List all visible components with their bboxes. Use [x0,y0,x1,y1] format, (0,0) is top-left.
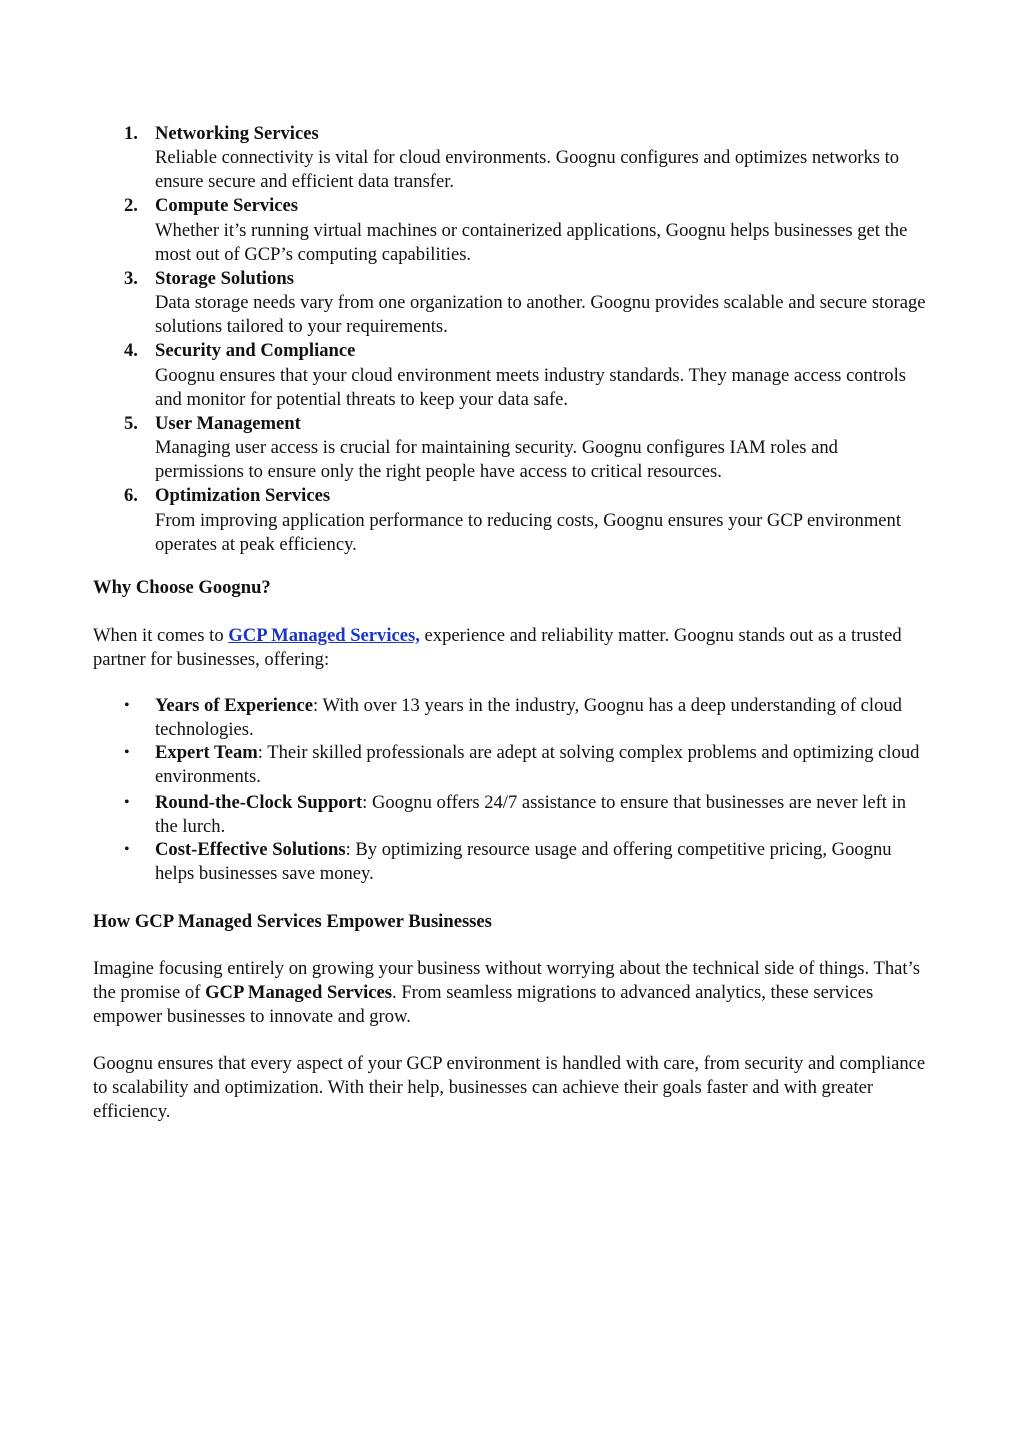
list-number: 5. [124,413,138,434]
service-description: Reliable connectivity is vital for cloud environments. Goognu configures and optimizes networks to ensure secure and efficient data transfer. [155,147,900,192]
list-number: 3. [124,268,138,289]
list-item [0,339,930,412]
empower-p1-bold: GCP Managed Services [205,982,393,1003]
service-title: Compute Services [155,195,299,216]
why-intro-after: experience and reliability matter. Goognu stands out as a trusted partner for businesses, offering: [93,625,902,670]
list-item [0,267,930,339]
benefit-text: : Their skilled professionals are adept at solving complex problems and optimizing cloud environments. [155,742,920,787]
why-heading: Why Choose Goognu? [93,577,271,598]
service-title: Optimization Services [155,485,331,506]
empower-paragraph-2: Goognu ensures that every aspect of your GCP environment is handled with care, from security and compliance to scalability and optimization. With their help, businesses can achieve their goals faster and with greater efficiency. [93,1053,926,1122]
list-number: 6. [124,485,138,506]
list-number: 2. [124,195,138,216]
why-intro-before: When it comes to [93,625,229,646]
service-title: Security and Compliance [155,340,356,361]
benefit-label: Expert Team [155,742,258,763]
benefit-text: : With over 13 years in the industry, Goognu has a deep understanding of cloud technologies. [155,695,902,740]
service-description: Managing user access is crucial for maintaining security. Goognu configures IAM roles and permissions to ensure only the right people have access to critical resources. [155,437,838,482]
bullet-icon: • [124,794,130,811]
benefit-label: Round-the-Clock Support [155,792,363,813]
list-item [0,741,920,789]
why-intro [93,624,933,672]
bullet-icon: • [124,744,130,761]
list-item [0,412,930,484]
benefits-list [0,694,1024,886]
benefit-label: Cost-Effective Solutions [155,839,346,860]
service-title: Storage Solutions [155,268,294,289]
benefit-text: : By optimizing resource usage and offering competitive pricing, Goognu helps businesses save money. [155,839,892,884]
empower-p1-after: . From seamless migrations to advanced analytics, these services empower businesses to innovate and grow. [93,982,874,1027]
list-item [0,838,920,886]
list-number: 1. [124,123,138,144]
service-description: Goognu ensures that your cloud environment meets industry standards. They manage access controls and monitor for potential threats to keep your data safe. [155,365,906,410]
list-item [0,484,930,557]
bullet-icon: • [124,841,130,858]
empower-heading: How GCP Managed Services Empower Businesses [93,911,492,932]
list-number: 4. [124,340,138,361]
bullet-icon: • [124,697,130,714]
service-description: From improving application performance to reducing costs, Goognu ensures your GCP environment operates at peak efficiency. [155,510,902,555]
empower-p1-before: Imagine focusing entirely on growing your business without worrying about the technical side of things. That’s the promise of [93,958,920,1003]
service-description: Whether it’s running virtual machines or containerized applications, Goognu helps businesses get the most out of GCP’s computing capabilities. [155,220,908,265]
list-item [0,791,920,839]
service-description: Data storage needs vary from one organization to another. Goognu provides scalable and secure storage solutions tailored to your requirements. [155,292,926,337]
services-list [0,122,1024,557]
benefit-label: Years of Experience [155,695,314,716]
gcp-managed-services-link[interactable]: GCP Managed Services, [228,625,420,646]
service-title: Networking Services [155,123,319,144]
list-item [0,694,920,742]
service-title: User Management [155,413,301,434]
list-item [0,194,930,267]
list-item [0,122,930,194]
empower-paragraph-1 [93,957,933,1029]
benefit-text: : Goognu offers 24/7 assistance to ensure that businesses are never left in the lurch. [155,792,907,837]
